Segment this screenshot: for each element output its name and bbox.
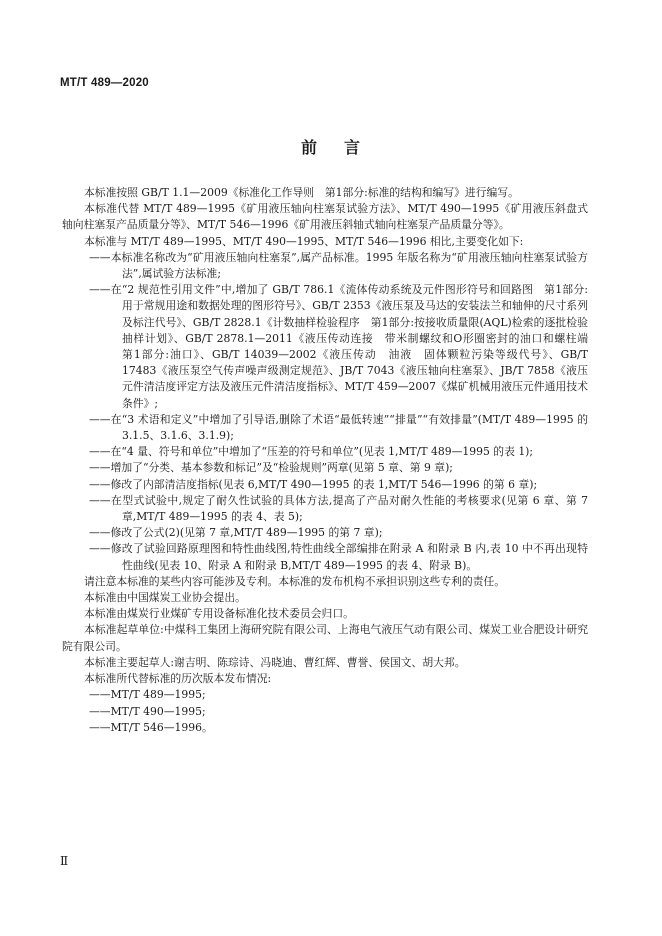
page-number: Ⅱ [60, 854, 69, 868]
paragraph-committee: 本标准由煤炭行业煤矿专用设备标准化技术委员会归口。 [84, 607, 354, 621]
change-item: ——在“2 规范性引用文件”中,增加了 GB/T 786.1《流体传动系统及元件图形符号和回路图 第1部分:用于常规用途和数据处理的图形符号》、GB/T 2353《液压泵及马达的安装法兰和轴伸的尺寸系列及标注代号》、GB/T 2828.1《计数抽样检验程序 第1部分:按接收质量限(AQL)检索的逐批检验抽样计划》、GB/T 2878.1—2011《液压传动连接 带米制螺纹和O形圈密封的油口和螺柱端 第1部分:油口》、GB/T 14039—2002《液压传动 油液 固体颗粒污染等级代号》、GB/T 17483《液压泵空气传声噪声级测定规范》、JB/T 7043《液压轴向柱塞泵》、JB/T 7858《液压元件清洁度评定方法及液压元件清洁度指标》、MT/T 459—2007《煤矿机械用液压元件通用技术条件》; [89, 283, 599, 410]
standard-code: MT/T 489—2020 [60, 77, 149, 89]
paragraph-drafting-units: 本标准起草单位:中煤科工集团上海研究院有限公司、上海电气液压气动有限公司、煤炭工业合肥设计研究院有限公司。 [62, 623, 588, 653]
change-item: ——在“4 量、符号和单位”中增加了“压差的符号和单位”(见表 1,MT/T 489—1995 的表 1); [89, 445, 534, 459]
history-item: ——MT/T 490—1995; [89, 704, 206, 718]
change-item: ——修改了公式(2)(见第 7 章,MT/T 489—1995 的第 7 章); [89, 526, 383, 540]
paragraph-changes-intro: 本标准与 MT/T 489—1995、MT/T 490—1995、MT/T 546—1996 相比,主要变化如下: [84, 234, 524, 248]
history-item: ——MT/T 546—1996。 [89, 720, 213, 734]
paragraph-replaces: 本标准代替 MT/T 489—1995《矿用液压轴向柱塞泵试验方法》、MT/T 490—1995《矿用液压斜盘式轴向柱塞泵产品质量分等》、MT/T 546—1996《矿用液压斜轴式轴向柱塞泵产品质量分等》。 [62, 202, 588, 232]
change-item: ——本标准名称改为“矿用液压轴向柱塞泵”,属产品标准。1995 年版名称为“矿用液压轴向柱塞泵试验方法”,属试验方法标准; [89, 250, 588, 281]
title-part-2: 言 [344, 138, 362, 157]
paragraph-drafting-rule: 本标准按照 GB/T 1.1—2009《标准化工作导则 第1部分:标准的结构和编写》进行编写。 [84, 186, 519, 199]
history-item: ——MT/T 489—1995; [89, 688, 206, 702]
foreword-body [62, 185, 599, 736]
change-item: ——增加了“分类、基本参数和标记”及“检验规则”两章(见第 5 章、第 9 章); [89, 461, 453, 475]
change-item: ——修改了内部清洁度指标(见表 6,MT/T 490—1995 的表 1,MT/T 546—1996 的第 6 章); [89, 477, 538, 491]
paragraph-patent-notice: 请注意本标准的某些内容可能涉及专利。本标准的发布机构不承担识别这些专利的责任。 [84, 574, 506, 588]
page-title [0, 135, 662, 158]
change-item: ——在型式试验中,规定了耐久性试验的具体方法,提高了产品对耐久性能的考核要求(见第 6 章、第 7 章,MT/T 489—1995 的表 4、表 5); [89, 493, 588, 524]
paragraph-history-intro: 本标准所代替标准的历次版本发布情况: [84, 672, 272, 686]
paragraph-drafters: 本标准主要起草人:谢吉明、陈琮诗、冯晓迪、曹红辉、曹誉、侯国文、胡大邦。 [84, 655, 466, 669]
paragraph-proposer: 本标准由中国煤炭工业协会提出。 [84, 591, 246, 605]
change-item: ——在“3 术语和定义”中增加了引导语,删除了术语“最低转速”“排量”“有效排量”(MT/T 489—1995 的 3.1.5、3.1.6、3.1.9); [89, 412, 588, 443]
change-item: ——修改了试验回路原理图和特性曲线图,特性曲线全部编排在附录 A 和附录 B 内,表 10 中不再出现特性曲线(见表 10、附录 A 和附录 B,MT/T 489—1995 的表 4、附录 B)。 [89, 542, 588, 572]
title-part-1: 前 [300, 138, 318, 157]
